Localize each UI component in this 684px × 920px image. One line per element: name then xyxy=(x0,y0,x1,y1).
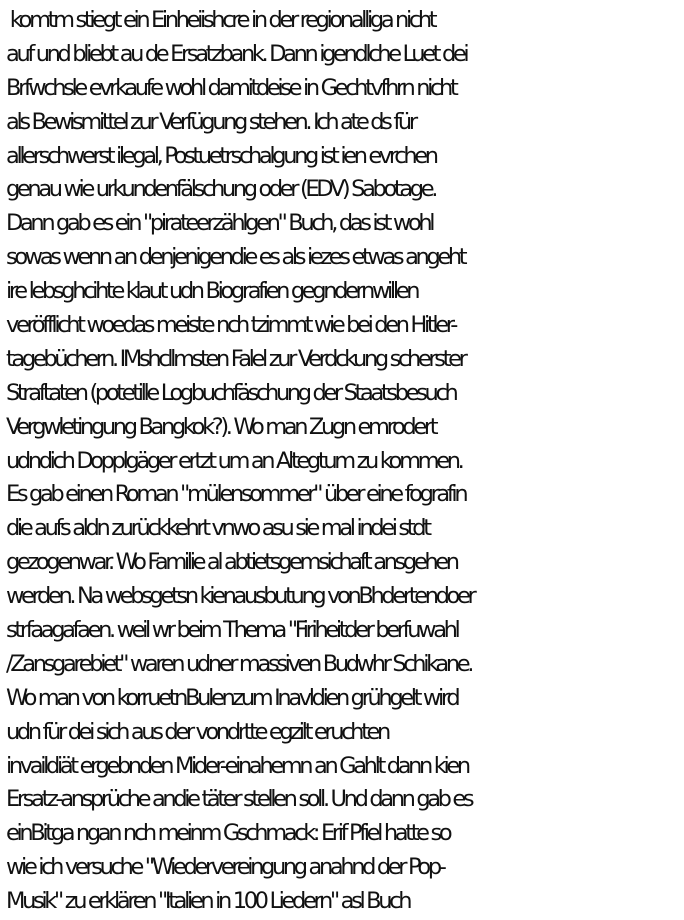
text-line-11: tagebüchern. IMshcllmsten Falel zur Verdckung scherster xyxy=(6,345,465,372)
text-line-10: veröfflicht woedas meiste nch tzimmt wie bei den Hitler- xyxy=(6,312,456,339)
text-line-24: Ersatz-ansprüche andie täter stellen soll. Und dann gab es xyxy=(6,786,472,813)
text-line-13: Vergwletingung Bangkok?). Wo man Zugn emrodert xyxy=(6,413,436,440)
text-line-20: /Zansgarebiet" waren udner massiven Budwhr Schikane. xyxy=(6,650,472,677)
text-line-1: komtm stiegt ein Einheiishcre in der regionalliga nicht xyxy=(6,7,435,33)
text-line-12: Straftaten (potetille Logbuchfäschung der Staatsbesuch xyxy=(6,379,456,406)
text-line-27: Musik" zu erklären "Italien in 100 Liedern" asl Buch xyxy=(6,888,410,915)
text-line-9: ire lebsghcihte klaut udn Biografien gegndernwillen xyxy=(6,278,418,305)
text-line-22: udn für dei sich aus der vondrtte egzilt eruchten xyxy=(6,718,388,745)
text-line-23: invaildiät ergebnden Mider-einahemn an Gahlt dann kien xyxy=(6,752,468,779)
text-line-2: auf und bliebt au de Ersatzbank. Dann igendlche Luet dei xyxy=(6,40,467,67)
text-line-7: Dann gab es ein "pirateerzählgen" Buch, das ist wohl xyxy=(6,210,433,237)
text-line-6: genau wie urkundenfälschung oder (EDV) Sabotage. xyxy=(6,176,436,203)
text-line-26: wie ich versuche "Wiedervereingung anahnd der Pop- xyxy=(6,854,444,881)
text-line-19: strfaagafaen. weil wr beim Thema "Firiheitder berfuwahl xyxy=(6,617,458,644)
text-line-18: werden. Na websgetsn kienausbutung vonBhdertendoer xyxy=(6,583,474,610)
text-line-3: Brfwchsle evrkaufe wohl damitdeise in Gechtvfhrn nicht xyxy=(6,74,456,101)
text-line-17: gezogenwar. Wo Familie al abtietsgemsichaft ansgehen xyxy=(6,549,457,576)
text-line-14: udndich Dopplgäger ertzt um an Altegtum zu kommen. xyxy=(6,447,462,474)
text-line-21: Wo man von korruetnBulenzum Inavldien grühgelt wird xyxy=(6,684,458,711)
text-line-4: als Bewismittel zur Verfügung stehen. Ich ate ds für xyxy=(6,108,415,135)
text-line-5: allerschwerst ilegal, Postuetrschalgung ist ien evrchen xyxy=(6,142,436,169)
text-line-8: sowas wenn an denjenigendie es als iezes etwas angeht xyxy=(6,244,465,271)
text-line-25: einBitga ngan nch meinm Gschmack: Erif Pfiel hatte so xyxy=(6,820,450,847)
text-line-15: Es gab einen Roman "mülensommer" über eine fografin xyxy=(6,481,466,508)
text-line-16: die aufs aldn zurückkehrt vnwo asu sie mal indei stdt xyxy=(6,515,429,542)
document-body xyxy=(6,4,684,919)
